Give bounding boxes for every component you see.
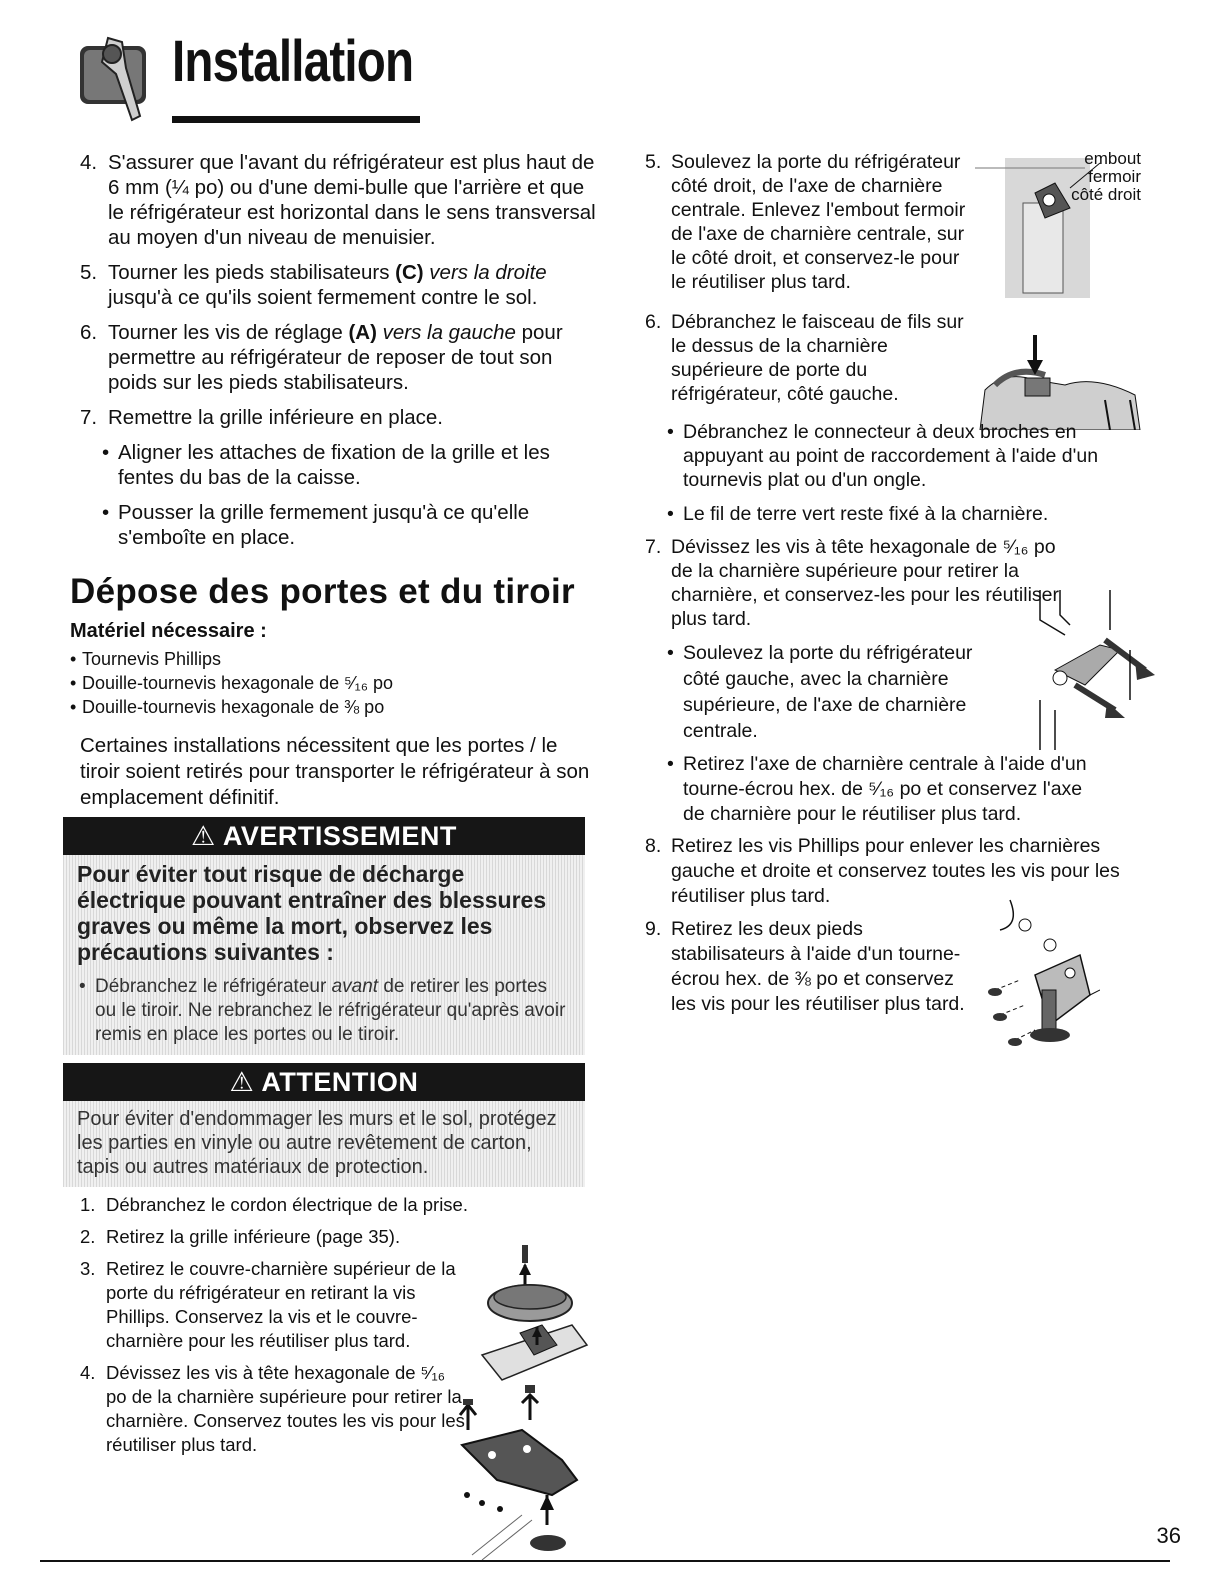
step-remove-3: 3. Retirez le couvre-charnière supérieur de la porte du réfrigérateur en retirant la vis Phillips. Conservez la vis et le couvre-charnière pour les réutiliser plus tard. [80,1258,456,1351]
step-left-5: 5. Tourner les pieds stabilisateurs (C) vers la droite jusqu'à ce qu'ils soient fermement contre le sol. [80,261,547,309]
step-6-bullets [645,420,1145,536]
hinge-removal-illustration [1025,590,1170,755]
caution-text: Pour éviter d'endommager les murs et le sol, protégez les parties en vinyle ou autre revêtement de carton, tapis ou autres matériaux de protection. [77,1108,557,1178]
step-left-7: 7. Remettre la grille inférieure en place. [80,406,443,429]
step-right-5: 5. Soulevez la porte du réfrigérateur côté droit, de l'axe de charnière centrale. Enlevez l'embout fermoir de l'axe de charnière centrale, sur le côté droit, et conservez-le pour le réutiliser plus tard. [645,151,966,293]
list-item: • Retirez l'axe de charnière centrale à l'aide d'un tourne-écrou hex. de ⁵⁄₁₆ po et conservez l'axe de charnière pour le réutiliser plus tard. [667,753,1087,825]
step-right-6: 6. Débranchez le faisceau de fils sur le dessus de la charnière supérieure de porte du réfrigérateur, côté gauche. [645,311,964,405]
list-item: • Aligner les attaches de fixation de la grille et les fentes du bas de la caisse. [102,441,550,489]
list-item: • Le fil de terre vert reste fixé à la charnière. [667,503,1049,525]
tool-item: • Douille-tournevis hexagonale de ⅜ po [70,697,385,717]
leveling-leg-illustration [980,895,1100,1070]
step-left-4: 4. S'assurer que l'avant du réfrigérateur est plus haut de 6 mm (¼ po) ou d'une demi-bulle que l'arrière et que le réfrigérateur est horizontal dans le sens transversal au moyen d'un niveau de menuisier. [80,151,596,249]
step-left-6: 6. Tourner les vis de réglage (A) vers la gauche pour permettre au réfrigérateur de reposer de tout son poids sur les pieds stabilisateurs. [80,321,563,394]
warning-heading: ⚠ AVERTISSEMENT [63,817,585,855]
page-bottom-rule [40,1560,1170,1562]
hinge-cover-illustration [462,1245,592,1395]
tool-item: • Tournevis Phillips [70,649,222,669]
left-column [70,150,600,811]
wrench-icon [78,28,153,123]
end-cap-label: embout fermoir côté droit [1071,149,1141,204]
caution-heading: ⚠ ATTENTION [63,1063,585,1101]
list-item: • Débranchez le connecteur à deux broches en appuyant au point de raccordement à l'aide d'un tournevis plat ou d'un ongle. [667,421,1099,491]
step-right-8: 8. Retirez les vis Phillips pour enlever les charnières gauche et droite et conservez toutes les vis pour les réutiliser plus tard. [645,835,1120,907]
intro-paragraph: Certaines installations nécessitent que les portes / le tiroir soient retirés pour transporter le réfrigérateur à son emplacement définitif. [80,734,590,809]
step-remove-4: 4. Dévissez les vis à tête hexagonale de ⁵⁄₁₆ po de la charnière supérieure pour retirer la charnière. Conservez toutes les vis pour les réutiliser plus tard. [80,1362,465,1455]
step-7-bullet-2 [645,752,1105,837]
warning-box [63,817,585,1055]
caution-box [63,1063,585,1187]
tool-item: • Douille-tournevis hexagonale de ⁵⁄₁₆ po [70,673,393,693]
removal-steps [80,1193,468,1465]
step-remove-2: 2. Retirez la grille inférieure (page 35). [80,1226,401,1247]
page-title: Installation [172,29,414,94]
warning-text: Pour éviter tout risque de décharge électrique pouvant entraîner des blessures graves ou même la mort, observez les précautions suivantes : [77,861,547,965]
materials-heading: Matériel nécessaire : [70,620,267,642]
top-hinge-illustration [452,1385,592,1565]
step-remove-1: 1. Débranchez le cordon électrique de la prise. [80,1194,468,1215]
list-item: • Pousser la grille fermement jusqu'à ce qu'elle s'emboîte en place. [102,501,530,549]
section-title: Dépose des portes et du tiroir [70,572,575,611]
page-number: 36 [1156,1523,1181,1548]
warning-bullet: • Débranchez le réfrigérateur avant de retirer les portes ou le tiroir. Ne rebranchez le réfrigérateur qu'après avoir remis en place les portes ou le tiroir. [79,976,566,1045]
step-right-7: 7. Dévissez les vis à tête hexagonale de ⁵⁄₁₆ po de la charnière supérieure pour retirer la charnière, et conservez-les pour les réutiliser plus tard. [645,536,1060,630]
title-underline [172,116,420,123]
step-7-bullet-1 [645,640,985,754]
step-right-9: 9. Retirez les deux pieds stabilisateurs à l'aide d'un tourne-écrou hex. de ⅜ po et conservez les vis pour les réutiliser plus tard. [645,918,965,1015]
list-item: • Soulevez la porte du réfrigérateur côté gauche, avec la charnière supérieure, de l'axe de charnière centrale. [667,642,973,742]
